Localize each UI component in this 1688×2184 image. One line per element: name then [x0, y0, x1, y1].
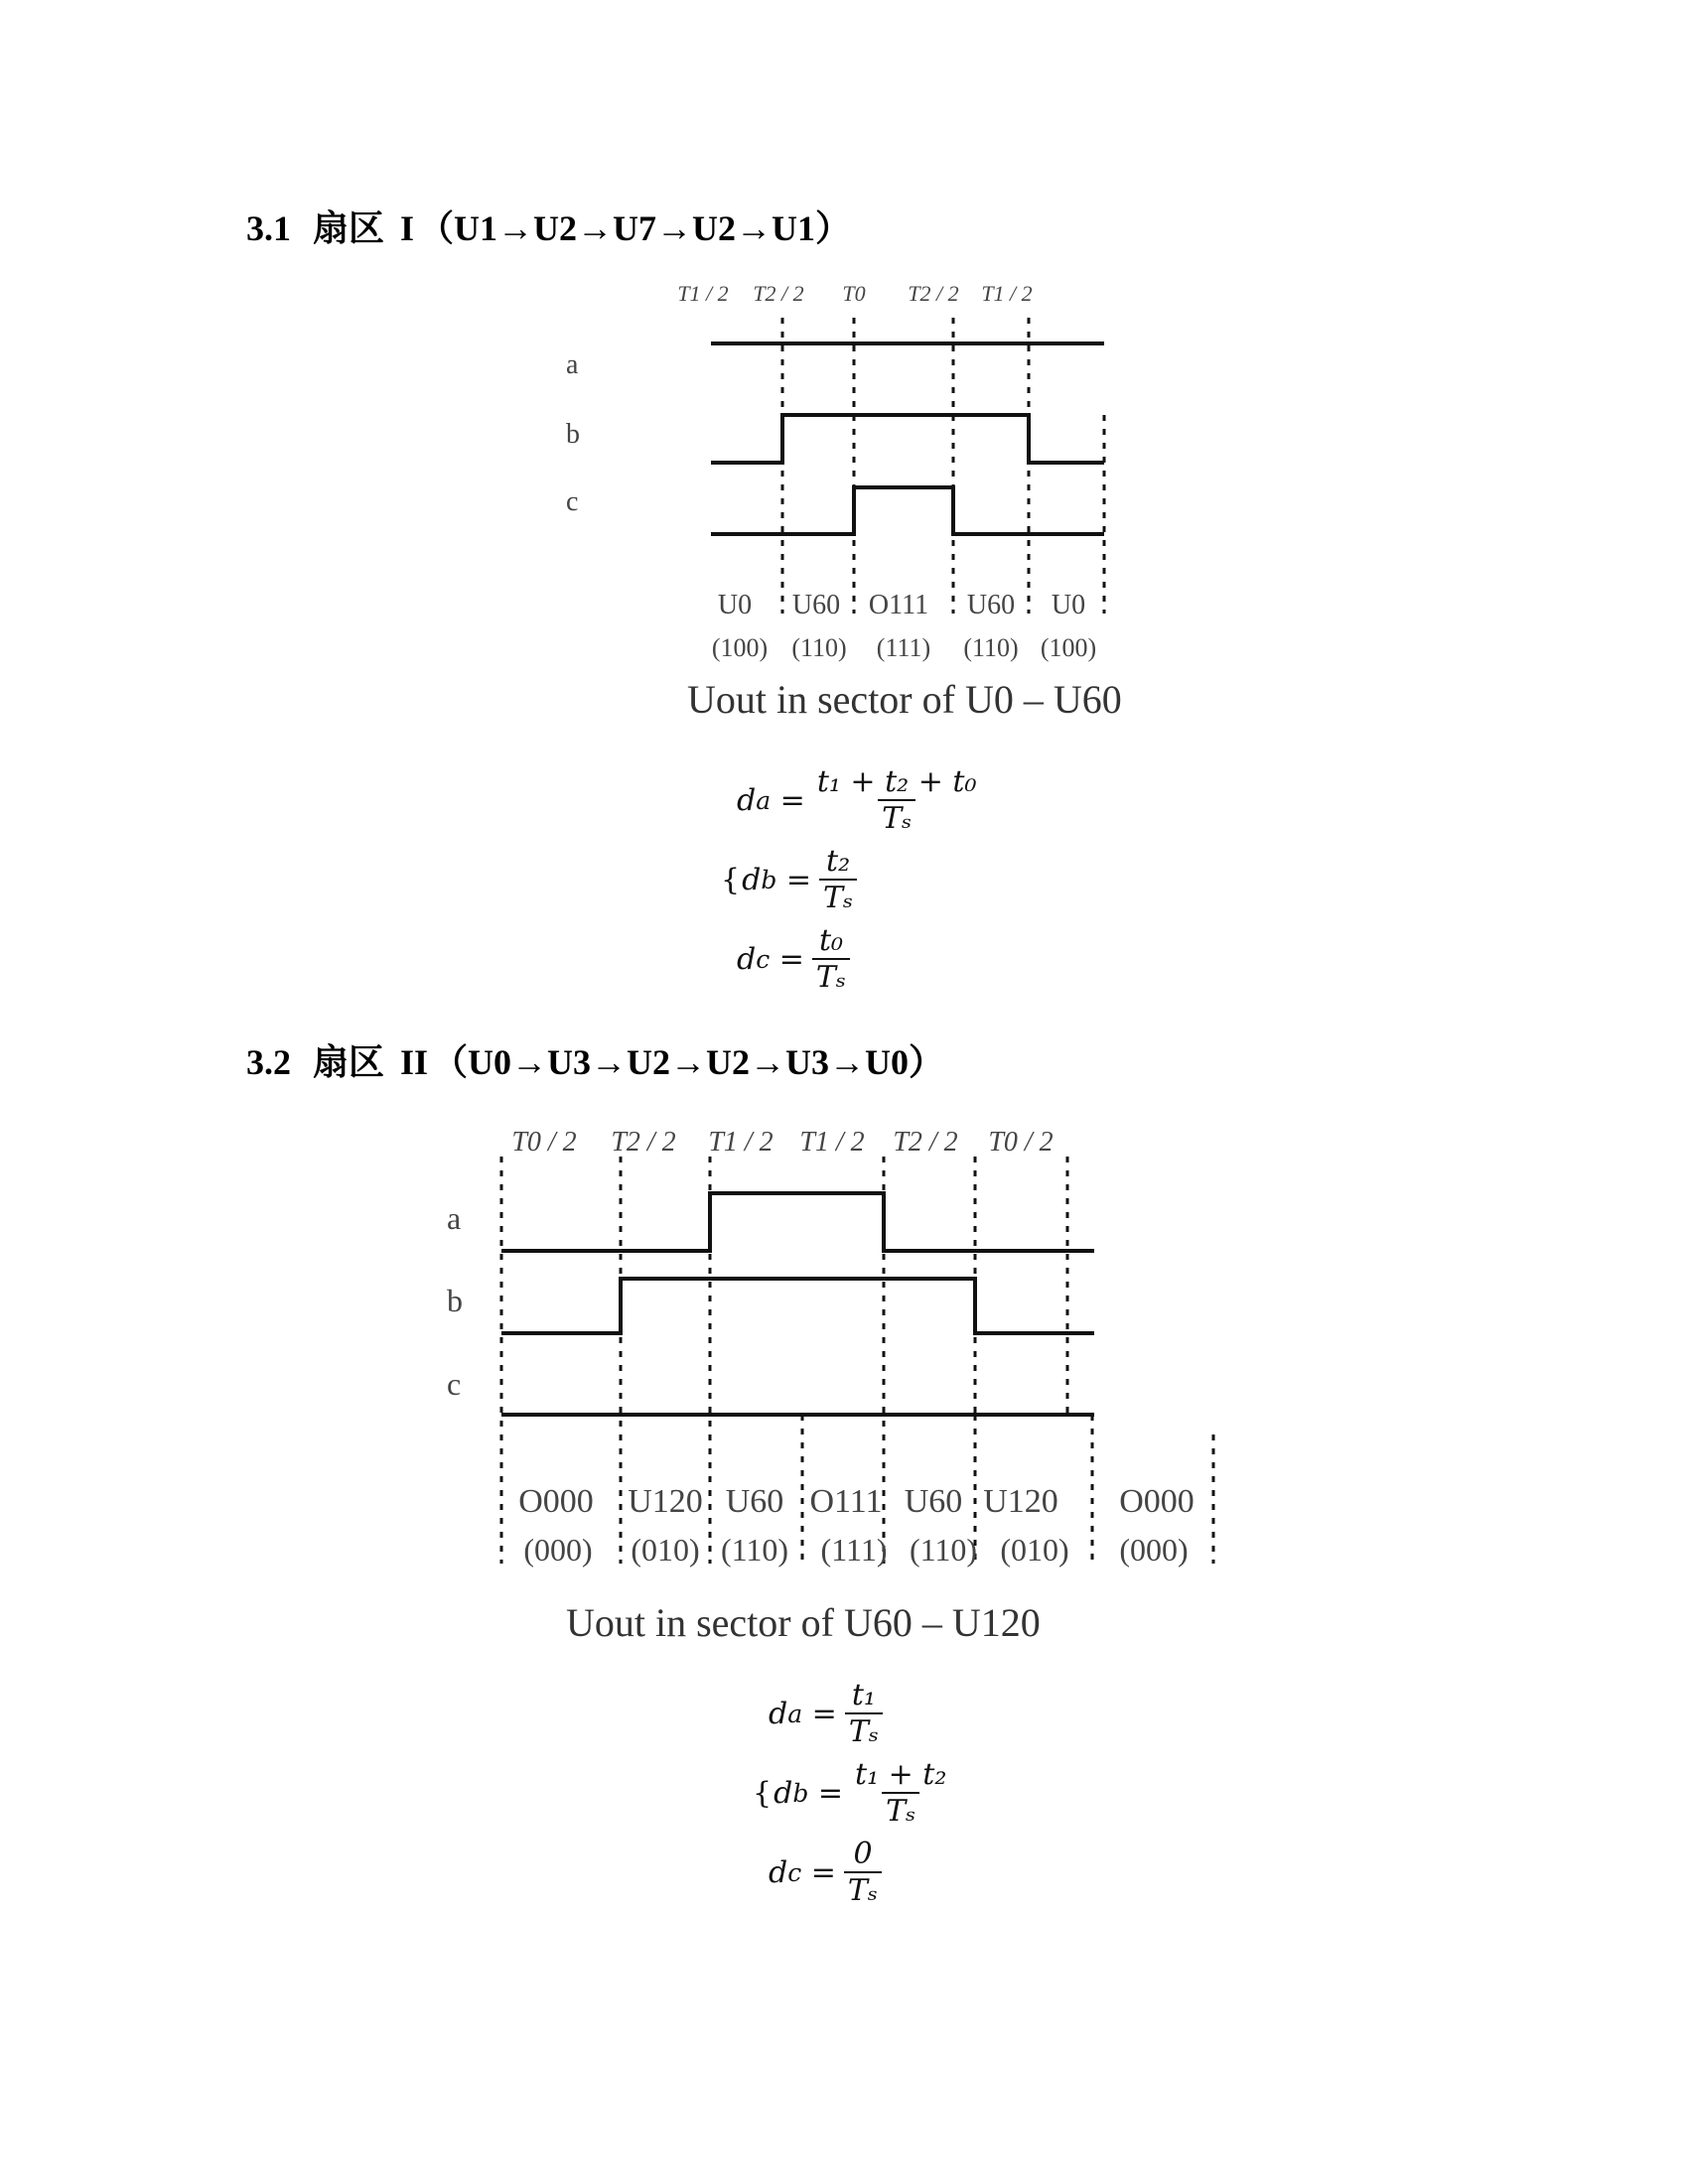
figure-caption: Uout in sector of U60 – U120: [566, 1600, 1041, 1645]
waveform-b: [711, 415, 1104, 463]
vector-name: U120: [628, 1483, 703, 1520]
vector-code: (110): [909, 1532, 978, 1568]
eq-sub: b: [792, 1778, 809, 1808]
vector-name: U60: [725, 1483, 784, 1520]
fraction: [819, 844, 857, 915]
vector-code: (000): [523, 1532, 593, 1568]
equation-dc: [769, 1837, 882, 1908]
waveform-b: [501, 1279, 1094, 1333]
equals-sign: =: [801, 1854, 836, 1890]
equals-sign: =: [771, 782, 805, 818]
vector-code: (111): [876, 633, 931, 662]
time-label: T1 / 2: [708, 1127, 774, 1158]
waveform-a: [501, 1193, 1094, 1251]
section-heading-3-1: [246, 201, 851, 251]
phase-label-c: c: [447, 1366, 462, 1402]
equations-sector-2: [747, 1678, 1064, 1926]
brace: {: [753, 1775, 773, 1811]
section-title: 扇区: [313, 1042, 385, 1082]
vector-name: U0: [1051, 590, 1086, 620]
equals-sign: =: [776, 862, 812, 897]
vector-code: (111): [820, 1532, 888, 1568]
time-label: T2 / 2: [611, 1127, 676, 1158]
numerator: t₁ + t₂ + t₀: [816, 764, 977, 799]
fraction: [851, 1757, 950, 1829]
equation-db: [721, 844, 857, 915]
phase-label-a: a: [447, 1200, 462, 1236]
equation-dc: [737, 923, 850, 995]
brace: {: [721, 862, 741, 897]
waveform-c: [711, 487, 1104, 534]
equals-sign: =: [770, 941, 804, 977]
time-label: T0 / 2: [988, 1127, 1054, 1158]
eq-lhs: d: [737, 782, 757, 818]
fraction: [813, 764, 981, 836]
section-title: 扇区: [313, 208, 385, 248]
vector-name: O000: [1119, 1483, 1195, 1520]
time-label: T2 / 2: [753, 281, 804, 306]
fraction: [845, 1678, 883, 1749]
numerator: t₁: [851, 1678, 876, 1712]
denominator: Tₛ: [812, 958, 850, 995]
timing-diagram-sector-1: [536, 276, 1152, 743]
time-label: T1 / 2: [677, 281, 729, 306]
vector-code: (110): [791, 633, 847, 662]
denominator: Tₛ: [844, 1871, 882, 1908]
denominator: Tₛ: [882, 1792, 919, 1829]
vector-name: U120: [983, 1483, 1058, 1520]
vector-code: (110): [720, 1532, 789, 1568]
section-heading-3-2: [246, 1034, 944, 1085]
time-label: T1 / 2: [799, 1127, 865, 1158]
eq-lhs: d: [774, 1775, 793, 1811]
timing-diagram-sector-2: [417, 1117, 1251, 1673]
numerator: t₂: [826, 844, 851, 879]
denominator: Tₛ: [845, 1712, 883, 1749]
vector-name: U60: [904, 1483, 963, 1520]
phase-label-c: c: [566, 486, 579, 517]
denominator: Tₛ: [878, 799, 915, 836]
eq-lhs: d: [769, 1696, 788, 1731]
phase-label-b: b: [447, 1283, 463, 1318]
vector-code: (010): [1000, 1532, 1069, 1568]
vector-code: (010): [631, 1532, 700, 1568]
vector-name: U60: [966, 590, 1016, 620]
vector-name: O000: [518, 1483, 594, 1520]
equation-da: [737, 764, 980, 836]
phase-label-a: a: [566, 349, 579, 380]
eq-sub: c: [787, 1857, 802, 1887]
switching-sequence: （U0→U3→U2→U2→U3→U0）: [432, 1042, 945, 1082]
phase-label-b: b: [566, 419, 580, 450]
time-label: T2 / 2: [908, 281, 959, 306]
equals-sign: =: [808, 1775, 844, 1811]
section-roman: I: [400, 208, 415, 248]
equation-db: [753, 1757, 950, 1829]
fraction: [844, 1837, 882, 1908]
vector-name: O111: [809, 1483, 883, 1520]
figure-caption: Uout in sector of U0 – U60: [687, 677, 1122, 722]
vector-code: (100): [1040, 633, 1097, 662]
fraction: [812, 923, 850, 995]
equations-sector-1: [715, 764, 1013, 1013]
equals-sign: =: [802, 1696, 837, 1731]
eq-sub: a: [787, 1699, 803, 1728]
time-label: T1 / 2: [981, 281, 1033, 306]
eq-sub: c: [756, 944, 771, 974]
eq-lhs: d: [742, 862, 762, 897]
numerator: 0: [853, 1837, 873, 1871]
numerator: t₀: [818, 923, 844, 958]
vector-name: U60: [791, 590, 841, 620]
eq-sub: b: [761, 865, 777, 894]
vector-code: (110): [963, 633, 1019, 662]
denominator: Tₛ: [819, 879, 857, 915]
vector-code: (000): [1119, 1532, 1189, 1568]
eq-sub: a: [756, 785, 772, 815]
switching-sequence: （U1→U2→U7→U2→U1）: [418, 208, 852, 248]
vector-name: U0: [717, 590, 753, 620]
time-label: T0 / 2: [511, 1127, 577, 1158]
section-number: 3.2: [246, 1042, 291, 1082]
eq-lhs: d: [737, 941, 757, 977]
eq-lhs: d: [769, 1854, 788, 1890]
time-label: T2 / 2: [893, 1127, 958, 1158]
vector-name: O111: [868, 590, 929, 620]
numerator: t₁ + t₂: [855, 1757, 947, 1792]
time-label: T0: [842, 281, 866, 306]
vector-code: (100): [711, 633, 769, 662]
equation-da: [769, 1678, 883, 1749]
section-roman: II: [400, 1042, 429, 1082]
section-number: 3.1: [246, 208, 291, 248]
